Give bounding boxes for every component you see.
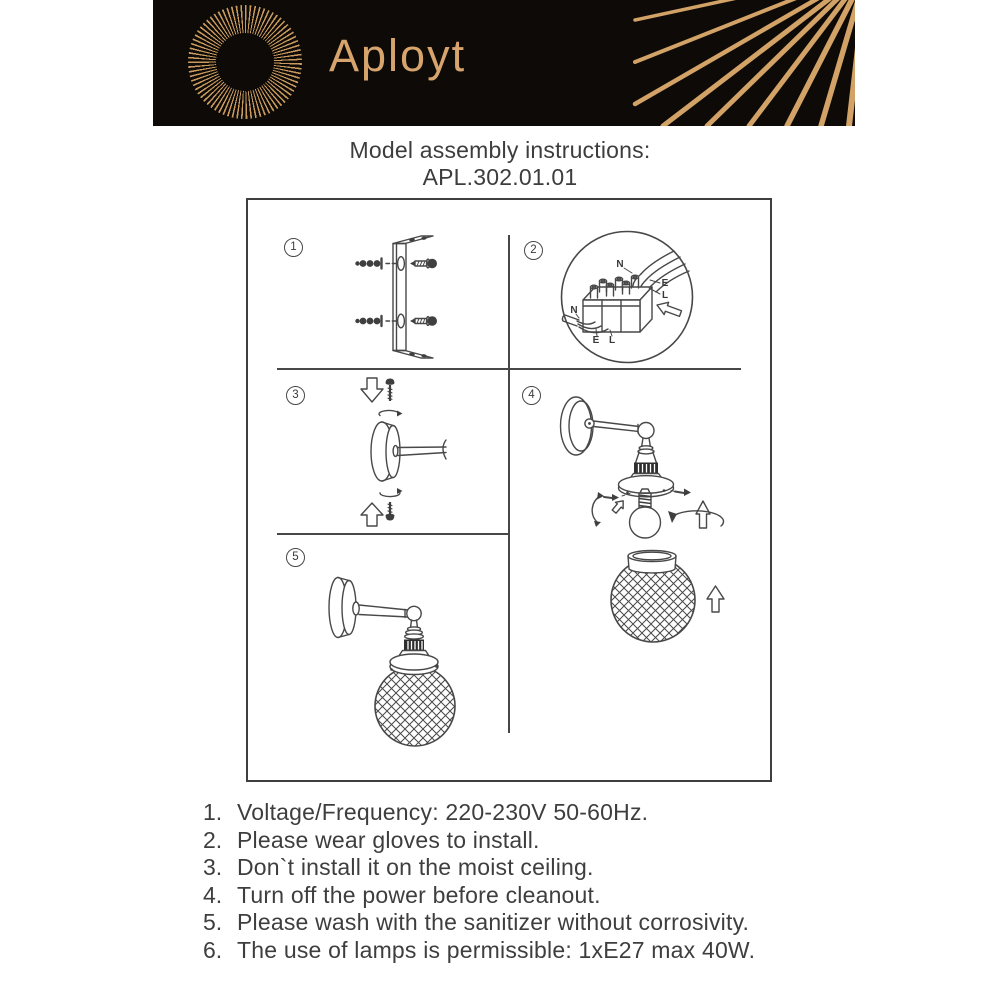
wire-label-n-bottom: N [570,305,578,316]
step-2-illustration [546,223,746,373]
canopy-side-view [329,578,359,638]
ball-joint [407,606,421,620]
wire-label-e-top: E [661,278,669,289]
step-5-illustration [306,558,526,773]
wire-label-n-top: N [616,259,624,270]
hollow-arrow-left-icon [655,299,683,320]
globe-insert-illustration [606,543,746,663]
step-5-badge: 5 [286,548,305,567]
lamp-socket [390,620,438,675]
globe-neck [628,551,676,573]
mounting-arm [594,421,640,433]
hollow-arrow-up-icon [361,503,383,526]
rotation-arrow-top-icon [379,410,402,416]
side-screw-right [671,489,691,497]
ball-joint [638,423,654,439]
side-screw-left [604,493,631,501]
instruction-number: 3. [203,854,223,881]
instruction-item [203,937,903,965]
mounting-arm [359,605,408,618]
instruction-text: Turn off the power before cleanout. [237,881,601,908]
light-rays-icon [635,0,855,126]
instruction-item [203,799,903,827]
screw-top [386,379,395,402]
hollow-arrow-up-icon [707,586,724,612]
brand-name: Aployt [329,30,467,81]
wall-bracket [393,236,433,358]
mounting-arm [398,440,446,459]
instructions-list [203,799,903,965]
instruction-item [203,827,903,855]
step-3-badge: 3 [286,386,305,405]
wire-label-l-bottom: L [608,335,616,346]
wire-label-l-top: L [661,290,669,301]
step-4-badge: 4 [522,386,541,405]
instruction-item [203,882,903,910]
sunburst-core [216,33,274,91]
hollow-arrow-up-icon [696,501,710,528]
instruction-item [203,909,903,937]
rotation-arrow-left-icon [592,492,604,527]
wire-label-e-bottom: E [592,335,600,346]
model-number: APL.302.01.01 [422,164,578,190]
instruction-number: 4. [203,881,223,908]
brand-banner [153,0,855,126]
mesh-globe [375,666,455,746]
step-3-illustration [346,368,506,538]
instruction-text: Voltage/Frequency: 220-230V 50-60Hz. [237,799,649,825]
instruction-number: 2. [203,826,223,853]
instruction-text: Please wear gloves to install. [237,826,540,853]
lamp-socket [619,438,674,497]
instruction-text: Don`t install it on the moist ceiling. [237,854,594,881]
canopy-side-view [371,422,400,481]
canopy-front-view [561,397,595,455]
instruction-number: 1. [203,799,223,825]
hollow-arrow-down-icon [361,378,383,402]
step-2-badge: 2 [524,241,543,260]
step-1-illustration [346,228,496,368]
instruction-number: 5. [203,909,223,936]
page-title: Model assembly instructions: [349,137,651,163]
instruction-text: Please wash with the sanitizer without corrosivity. [237,909,750,936]
instruction-text: The use of lamps is permissible: 1xE27 max 40W. [237,936,756,963]
screw-bottom [386,502,395,521]
instruction-number: 6. [203,936,223,963]
title-block [0,137,1000,191]
instruction-item [203,854,903,882]
assembly-diagram-panel [246,198,772,782]
step-4-illustration [546,383,772,543]
rotation-arrow-bottom-icon [380,488,403,497]
step-1-badge: 1 [284,238,303,257]
